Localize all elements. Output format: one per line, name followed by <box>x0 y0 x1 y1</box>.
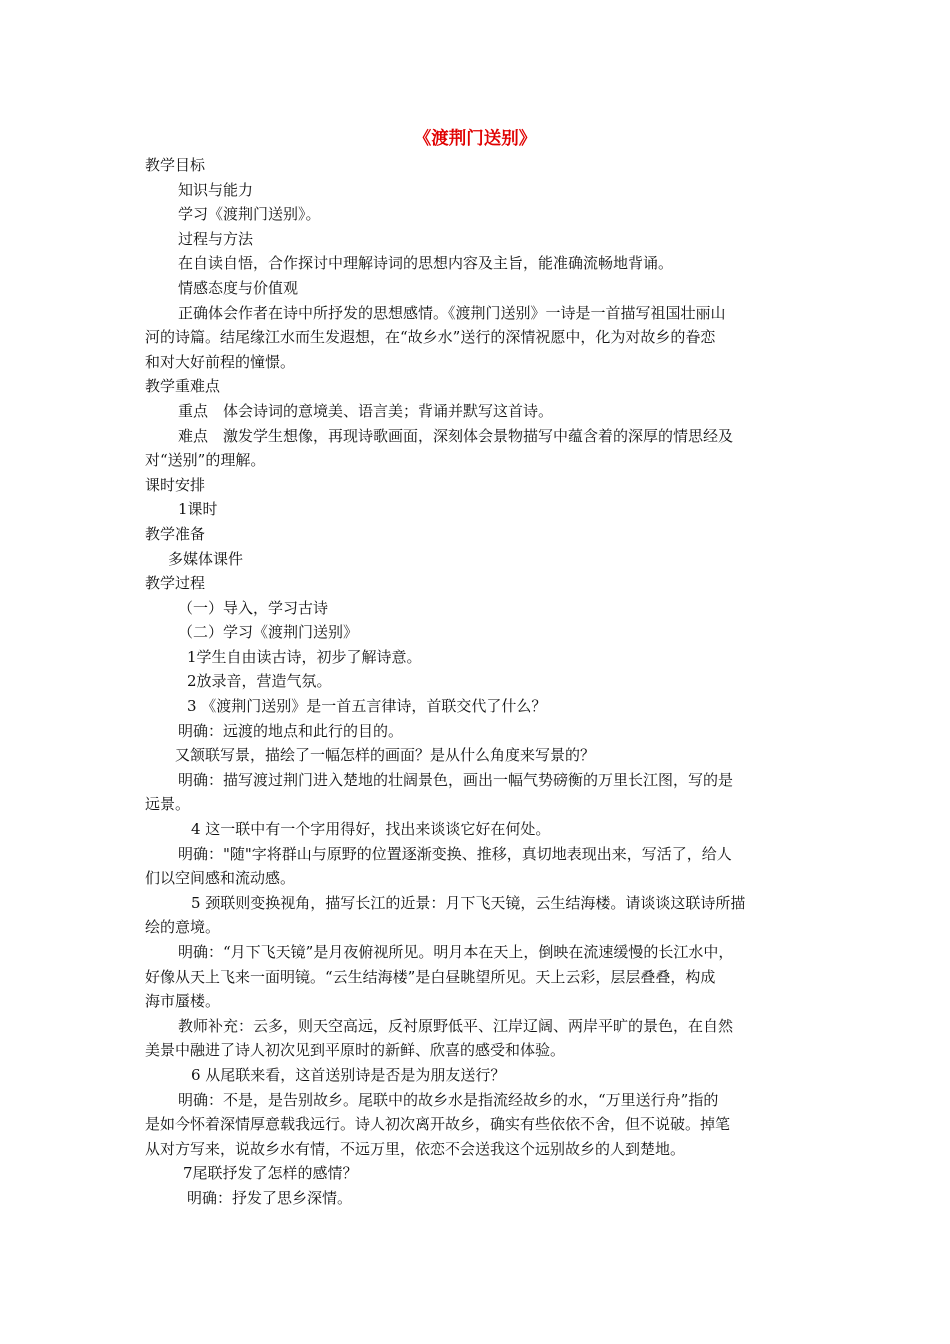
text-line: 难点 激发学生想像，再现诗歌画面，深刻体会景物描写中蕴含着的深厚的情思经及 <box>178 426 734 445</box>
text-line: 1学生自由读古诗，初步了解诗意。 <box>187 647 422 666</box>
text-line: 又颔联写景，描绘了一幅怎样的画面？是从什么角度来写景的？ <box>175 746 596 765</box>
text-line: 对“送别”的理解。 <box>145 451 266 470</box>
text-line: 绘的意境。 <box>145 918 221 937</box>
text-line: 正确体会作者在诗中所抒发的思想感情。《渡荆门送别》一诗是一首描写祖国壮丽山 <box>178 303 726 322</box>
text-line: 教学重难点 <box>145 377 221 396</box>
text-line: 5 颈联则变换视角，描写长江的近景：月下飞天镜，云生结海楼。请谈谈这联诗所描 <box>191 893 746 912</box>
text-line: 3 《渡荆门送别》是一首五言律诗，首联交代了什么？ <box>187 697 547 716</box>
text-line: 是如今怀着深情厚意载我远行。诗人初次离开故乡，确实有些依依不舍，但不说破。掉笔 <box>145 1115 731 1134</box>
text-line: 明确：“月下飞天镜”是月夜俯视所见。明月本在天上，倒映在流速缓慢的长江水中， <box>178 943 734 961</box>
text-line: 美景中融进了诗人初次见到平原时的新鲜、欣喜的感受和体验。 <box>145 1041 566 1060</box>
text-line: 教师补充：云多，则天空高远，反衬原野低平、江岸辽阔、两岸平旷的景色，在自然 <box>178 1016 734 1035</box>
text-line: 7尾联抒发了怎样的感情？ <box>183 1164 358 1183</box>
text-line: 4 这一联中有一个字用得好，找出来谈谈它好在何处。 <box>191 820 551 839</box>
text-line: 们以空间感和流动感。 <box>145 869 296 888</box>
text-line: 海市蜃楼。 <box>145 992 221 1011</box>
text-line: 1课时 <box>178 500 218 519</box>
text-line: 教学过程 <box>145 574 206 593</box>
text-line: 明确：远渡的地点和此行的目的。 <box>178 721 404 740</box>
text-line: 好像从天上飞来一面明镜。“云生结海楼”是白昼眺望所见。天上云彩，层层叠叠，构成 <box>145 967 716 986</box>
text-line: 2放录音，营造气氛。 <box>187 672 332 691</box>
text-line: 明确：不是，是告别故乡。尾联中的故乡水是指流经故乡的水，“万里送行舟”指的 <box>178 1090 719 1109</box>
text-line: 情感态度与价值观 <box>178 278 299 297</box>
text-line: 在自读自悟，合作探讨中理解诗词的思想内容及主旨，能准确流畅地背诵。 <box>178 254 674 273</box>
text-line: 重点 体会诗词的意境美、语言美；背诵并默写这首诗。 <box>178 401 554 420</box>
document-title: 《渡荆门送别》 <box>413 129 537 149</box>
text-line: 远景。 <box>145 795 191 814</box>
text-line: 过程与方法 <box>178 229 254 248</box>
text-line: 和对大好前程的憧憬。 <box>145 352 296 371</box>
text-line: 明确：抒发了思乡深情。 <box>187 1188 353 1207</box>
text-line: 河的诗篇。结尾缘江水而生发遐想，在“故乡水”送行的深情祝愿中，化为对故乡的眷恋 <box>145 328 716 347</box>
text-line: 课时安排 <box>145 475 206 494</box>
text-line: 明确：描写渡过荆门进入楚地的壮阔景色，画出一幅气势磅衡的万里长江图，写的是 <box>178 770 734 789</box>
text-line: 6 从尾联来看，这首送别诗是否是为朋友送行？ <box>191 1065 506 1084</box>
text-line: 教学准备 <box>145 524 206 543</box>
text-line: （二）学习《渡荆门送别》 <box>178 623 359 642</box>
text-line: 多媒体课件 <box>168 549 244 568</box>
text-line: 明确："随"字将群山与原野的位置逐渐变换、推移，真切地表现出来，写活了，给人 <box>178 844 732 863</box>
text-line: 学习《渡荆门送别》。 <box>178 205 321 224</box>
text-line: 从对方写来，说故乡水有情，不远万里，依恋不会送我这个远别故乡的人到楚地。 <box>145 1139 686 1158</box>
text-line: 知识与能力 <box>178 180 254 199</box>
document-body <box>145 153 810 1211</box>
text-line: （一）导入，学习古诗 <box>178 598 329 617</box>
text-line: 教学目标 <box>145 156 206 174</box>
